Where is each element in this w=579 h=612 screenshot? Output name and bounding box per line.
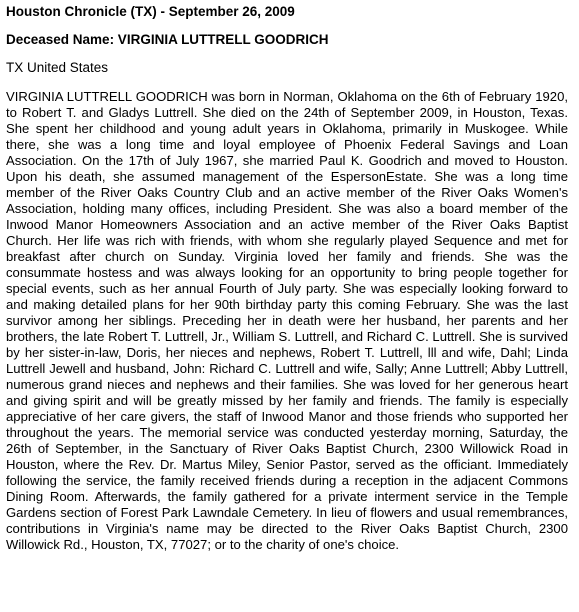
newspaper-headline: Houston Chronicle (TX) - September 26, 2009 bbox=[6, 4, 295, 19]
deceased-name-line: Deceased Name: VIRGINIA LUTTRELL GOODRICH bbox=[6, 32, 329, 47]
obituary-body: VIRGINIA LUTTRELL GOODRICH was born in Norman, Oklahoma on the 6th of February 1920, to Robert T. and Gladys Luttrell. She died on the 24th of September 2009, in Houston, Texas. She spent her childhood and young adult years in Oklahoma, primarily in Muskogee. While there, she was a long time and loyal employee of Phoenix Federal Savings and Loan Association. On the 17th of July 1967, she married Paul K. Goodrich and moved to Houston. Upon his death, she assumed management of the EspersonEstate. She was a long time member of the River Oaks Country Club and an active member of the River Oaks Women's Association, holding many offices, including President. She was also a board member of the Inwood Manor Homeowners Association and an active member of the River Oaks Baptist Church. Her life was rich with friends, with whom she regularly played Sequence and met for breakfast after church on Sunday. Virginia loved her family and friends. She was the consummate hostess and was always looking for an opportunity to bring people together for special events, such as her annual Fourth of July party. She was especially looking forward to and making detailed plans for her 90th birthday party this coming February. She was the last survivor among her siblings. Preceding her in death were her husband, her parents and her brothers, the late Robert T. Luttrell, Jr., William S. Luttrell, and Richard C. Luttrell. She is survived by her sister-in-law, Doris, her nieces and nephews, Robert T. Luttrell, lll and wife, Dahl; Linda Luttrell Jewell and husband, John: Richard C. Luttrell and wife, Sally; Anne Luttrell; Abby Luttrell, numerous grand nieces and nephews and their families. She was loved for her generous heart and giving spirit and will be greatly missed by her family and friends. The family is especially appreciative of her care givers, the staff of Inwood Manor and those friends who supported her throughout the years. The memorial service was conducted yesterday morning, Saturday, the 26th of September, in the Sanctuary of River Oaks Baptist Church, 2300 Willowick Road in Houston, where the Rev. Dr. Martus Miley, Senior Pastor, served as the officiant. Immediately following the service, the family received friends during a reception in the adjacent Commons Dining Room. Afterwards, the family gathered for a private interment service in the Temple Gardens section of Forest Park Lawndale Cemetery. In lieu of flowers and usual remembrances, contributions in Virginia's name may be directed to the River Oaks Baptist Church, 2300 Willowick Rd., Houston, TX, 77027; or to the charity of one's choice. bbox=[6, 89, 568, 552]
location-line: TX United States bbox=[6, 60, 109, 75]
